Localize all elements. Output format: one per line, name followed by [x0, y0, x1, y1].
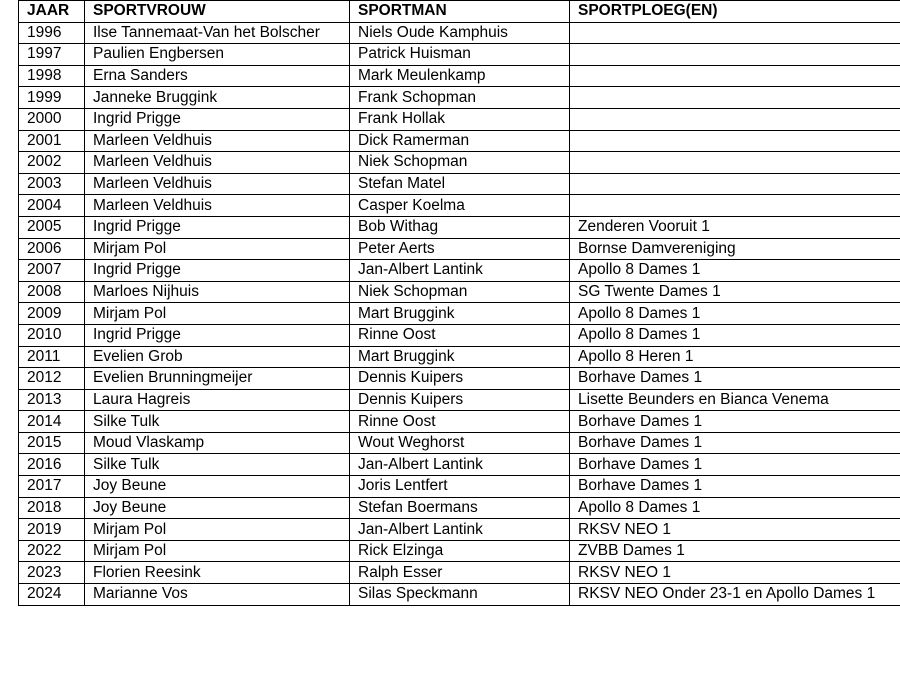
sportswoman-cell: Evelien Grob — [85, 346, 350, 368]
team-cell: Bornse Damvereniging — [570, 238, 900, 260]
table-row — [19, 519, 900, 541]
column-header-year: JAAR — [19, 1, 85, 23]
sportsman-cell: Niek Schopman — [350, 281, 570, 303]
table-row — [19, 497, 900, 519]
sportswoman-cell: Marleen Veldhuis — [85, 152, 350, 174]
year-cell: 2003 — [19, 173, 85, 195]
team-cell — [570, 108, 900, 130]
year-cell: 1998 — [19, 65, 85, 87]
sportsman-cell: Mart Bruggink — [350, 346, 570, 368]
sportsman-cell: Jan-Albert Lantink — [350, 260, 570, 282]
year-cell: 2022 — [19, 540, 85, 562]
table-row — [19, 44, 900, 66]
sportsman-cell: Silas Speckmann — [350, 584, 570, 606]
year-cell: 1996 — [19, 22, 85, 44]
table-row — [19, 476, 900, 498]
sportswoman-cell: Erna Sanders — [85, 65, 350, 87]
sportsman-cell: Stefan Boermans — [350, 497, 570, 519]
table-row — [19, 346, 900, 368]
year-cell: 2023 — [19, 562, 85, 584]
year-cell: 2014 — [19, 411, 85, 433]
sportswoman-cell: Janneke Bruggink — [85, 87, 350, 109]
sportswoman-cell: Ingrid Prigge — [85, 216, 350, 238]
sportsman-cell: Ralph Esser — [350, 562, 570, 584]
sportswoman-cell: Mirjam Pol — [85, 519, 350, 541]
team-cell: RKSV NEO 1 — [570, 519, 900, 541]
team-cell — [570, 65, 900, 87]
year-cell: 2006 — [19, 238, 85, 260]
table-row — [19, 562, 900, 584]
table-row — [19, 454, 900, 476]
table-row — [19, 238, 900, 260]
sportswoman-cell: Evelien Brunningmeijer — [85, 368, 350, 390]
sportswoman-cell: Paulien Engbersen — [85, 44, 350, 66]
table-row — [19, 173, 900, 195]
sportsman-cell: Mark Meulenkamp — [350, 65, 570, 87]
year-cell: 2015 — [19, 432, 85, 454]
sportsman-cell: Dennis Kuipers — [350, 368, 570, 390]
table-row — [19, 260, 900, 282]
sportsman-cell: Bob Withag — [350, 216, 570, 238]
sportswoman-cell: Mirjam Pol — [85, 540, 350, 562]
sportswoman-cell: Marleen Veldhuis — [85, 173, 350, 195]
table-row — [19, 65, 900, 87]
table-row — [19, 216, 900, 238]
table-row — [19, 540, 900, 562]
team-cell — [570, 173, 900, 195]
sportsman-cell: Jan-Albert Lantink — [350, 454, 570, 476]
sportswoman-cell: Laura Hagreis — [85, 389, 350, 411]
sportsman-cell: Rick Elzinga — [350, 540, 570, 562]
year-cell: 2008 — [19, 281, 85, 303]
table-row — [19, 389, 900, 411]
sportswoman-cell: Ingrid Prigge — [85, 108, 350, 130]
team-cell: Zenderen Vooruit 1 — [570, 216, 900, 238]
team-cell: RKSV NEO Onder 23-1 en Apollo Dames 1 — [570, 584, 900, 606]
sportsman-cell: Rinne Oost — [350, 411, 570, 433]
year-cell: 2004 — [19, 195, 85, 217]
table-row — [19, 108, 900, 130]
sportswoman-cell: Marleen Veldhuis — [85, 130, 350, 152]
table-row — [19, 130, 900, 152]
year-cell: 2018 — [19, 497, 85, 519]
sportsman-cell: Peter Aerts — [350, 238, 570, 260]
team-cell: RKSV NEO 1 — [570, 562, 900, 584]
sportswoman-cell: Joy Beune — [85, 497, 350, 519]
sportsman-cell: Stefan Matel — [350, 173, 570, 195]
column-header-sportswoman: SPORTVROUW — [85, 1, 350, 23]
year-cell: 2017 — [19, 476, 85, 498]
sportsman-cell: Niels Oude Kamphuis — [350, 22, 570, 44]
sportswoman-cell: Joy Beune — [85, 476, 350, 498]
team-cell: Borhave Dames 1 — [570, 454, 900, 476]
sportsman-cell: Wout Weghorst — [350, 432, 570, 454]
sportswoman-cell: Mirjam Pol — [85, 303, 350, 325]
table-row — [19, 195, 900, 217]
year-cell: 2010 — [19, 324, 85, 346]
team-cell: Borhave Dames 1 — [570, 368, 900, 390]
sportswoman-cell: Marleen Veldhuis — [85, 195, 350, 217]
year-cell: 2016 — [19, 454, 85, 476]
sportswoman-cell: Mirjam Pol — [85, 238, 350, 260]
sportswoman-cell: Silke Tulk — [85, 411, 350, 433]
sportsman-cell: Patrick Huisman — [350, 44, 570, 66]
sportsman-cell: Dick Ramerman — [350, 130, 570, 152]
year-cell: 2005 — [19, 216, 85, 238]
year-cell: 2019 — [19, 519, 85, 541]
year-cell: 2000 — [19, 108, 85, 130]
header-row — [19, 1, 900, 23]
year-cell: 2001 — [19, 130, 85, 152]
team-cell: SG Twente Dames 1 — [570, 281, 900, 303]
year-cell: 1997 — [19, 44, 85, 66]
table-row — [19, 281, 900, 303]
team-cell: Apollo 8 Dames 1 — [570, 497, 900, 519]
sportsman-cell: Frank Hollak — [350, 108, 570, 130]
column-header-teams: SPORTPLOEG(EN) — [570, 1, 900, 23]
team-cell: Borhave Dames 1 — [570, 432, 900, 454]
year-cell: 2011 — [19, 346, 85, 368]
team-cell — [570, 152, 900, 174]
year-cell: 2009 — [19, 303, 85, 325]
sportsman-cell: Jan-Albert Lantink — [350, 519, 570, 541]
year-cell: 2013 — [19, 389, 85, 411]
year-cell: 2012 — [19, 368, 85, 390]
team-cell — [570, 44, 900, 66]
team-cell: ZVBB Dames 1 — [570, 540, 900, 562]
year-cell: 2002 — [19, 152, 85, 174]
sportswoman-cell: Silke Tulk — [85, 454, 350, 476]
column-header-sportsman: SPORTMAN — [350, 1, 570, 23]
table-row — [19, 324, 900, 346]
awards-table — [18, 0, 900, 606]
year-cell: 2007 — [19, 260, 85, 282]
sportswoman-cell: Marloes Nijhuis — [85, 281, 350, 303]
sportswoman-cell: Marianne Vos — [85, 584, 350, 606]
sportsman-cell: Frank Schopman — [350, 87, 570, 109]
sportsman-cell: Dennis Kuipers — [350, 389, 570, 411]
sportswoman-cell: Florien Reesink — [85, 562, 350, 584]
year-cell: 2024 — [19, 584, 85, 606]
team-cell: Apollo 8 Heren 1 — [570, 346, 900, 368]
team-cell — [570, 130, 900, 152]
table-row — [19, 303, 900, 325]
sportsman-cell: Joris Lentfert — [350, 476, 570, 498]
table-row — [19, 22, 900, 44]
team-cell — [570, 87, 900, 109]
team-cell: Apollo 8 Dames 1 — [570, 303, 900, 325]
sportswoman-cell: Ingrid Prigge — [85, 260, 350, 282]
table-row — [19, 584, 900, 606]
team-cell: Borhave Dames 1 — [570, 411, 900, 433]
team-cell: Apollo 8 Dames 1 — [570, 260, 900, 282]
team-cell: Apollo 8 Dames 1 — [570, 324, 900, 346]
sportsman-cell: Rinne Oost — [350, 324, 570, 346]
team-cell — [570, 195, 900, 217]
sportsman-cell: Niek Schopman — [350, 152, 570, 174]
table-row — [19, 152, 900, 174]
team-cell — [570, 22, 900, 44]
table-row — [19, 368, 900, 390]
sportswoman-cell: Moud Vlaskamp — [85, 432, 350, 454]
table-row — [19, 432, 900, 454]
table-row — [19, 87, 900, 109]
year-cell: 1999 — [19, 87, 85, 109]
team-cell: Borhave Dames 1 — [570, 476, 900, 498]
table-row — [19, 411, 900, 433]
sportsman-cell: Mart Bruggink — [350, 303, 570, 325]
sportswoman-cell: Ilse Tannemaat-Van het Bolscher — [85, 22, 350, 44]
team-cell: Lisette Beunders en Bianca Venema — [570, 389, 900, 411]
sportswoman-cell: Ingrid Prigge — [85, 324, 350, 346]
sportsman-cell: Casper Koelma — [350, 195, 570, 217]
